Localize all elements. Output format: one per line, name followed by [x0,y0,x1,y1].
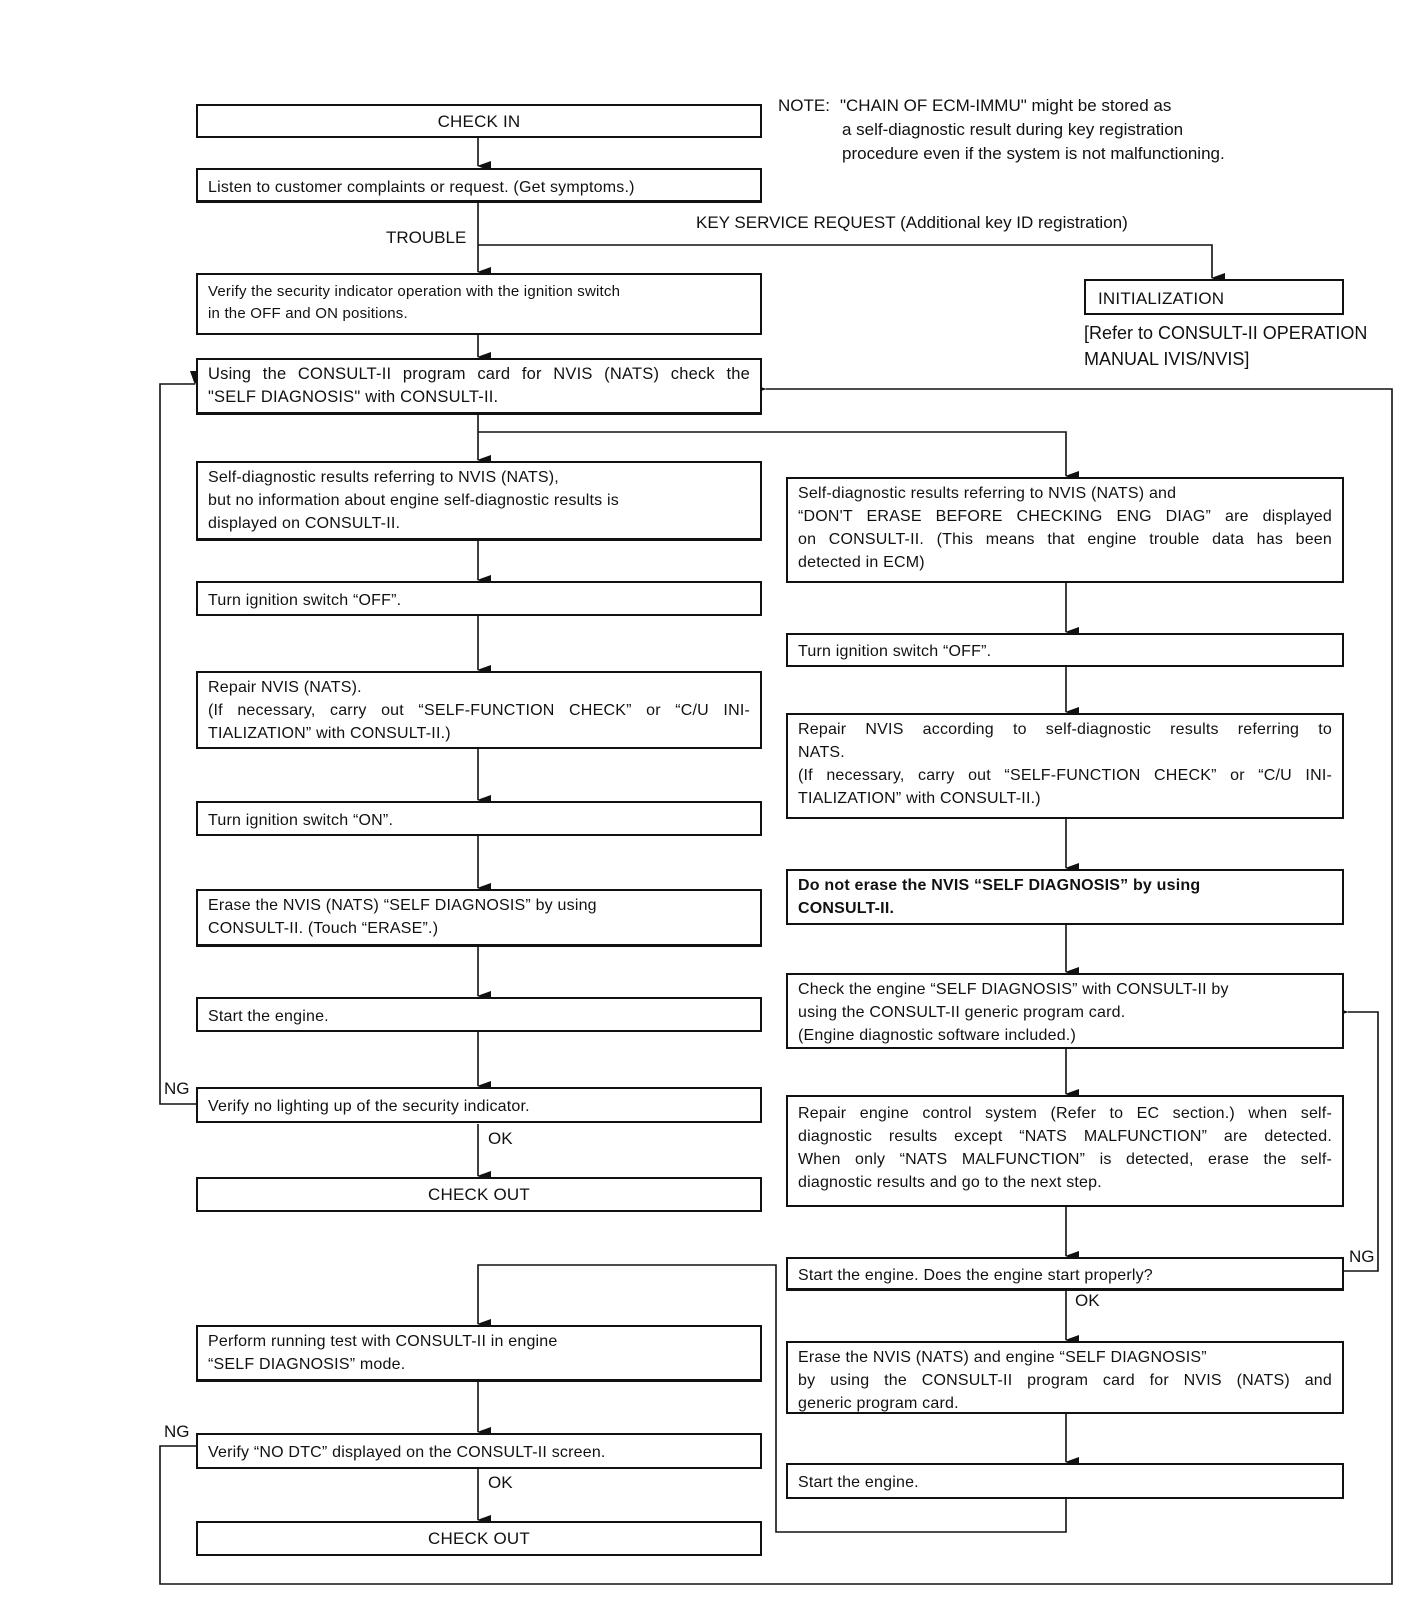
note-line: "CHAIN OF ECM-IMMU" might be stored as [840,96,1172,115]
right-ign-off-box [786,633,1344,667]
box-line: NATS. [798,744,845,761]
running-test-box [196,1325,762,1382]
verify-indicator-box [196,273,762,335]
note-line: a self-diagnostic result during key registration [842,120,1184,139]
box-text: Verify no lighting up of the security indicator. [208,1098,530,1115]
consult-check-box [196,358,762,415]
box-line: CONSULT-II. [798,900,895,917]
check-out-box [196,1177,762,1212]
box-line: Perform running test with CONSULT-II in engine [208,1333,558,1350]
box-line: (Engine diagnostic software included.) [798,1027,1076,1044]
box-text: Turn ignition switch “OFF”. [208,592,402,609]
box-line: Self-diagnostic results referring to NVIS (NATS) and [798,485,1177,502]
box-line: “SELF DIAGNOSIS” mode. [208,1356,406,1373]
ng-label: NG [164,1079,190,1098]
box-text: Start the engine. [798,1474,919,1491]
box-line: Using the CONSULT-II program card for NVIS (NATS) check the [208,365,750,383]
box-line: displayed on CONSULT-II. [208,515,401,532]
ok-label: OK [1075,1291,1100,1310]
box-line: Do not erase the NVIS “SELF DIAGNOSIS” by using [798,877,1201,894]
check-engine-box [786,973,1344,1049]
box-line: in the OFF and ON positions. [208,305,408,322]
check-out-label: CHECK OUT [428,1529,530,1548]
initialization-reference [1084,320,1367,372]
box-line: but no information about engine self-diagnostic results is [208,492,619,509]
verify-no-light-box [196,1087,762,1123]
initialization-title: INITIALIZATION [1098,289,1225,308]
box-line: detected in ECM) [798,554,925,571]
right-repair-box [786,713,1344,819]
repair-engine-box [786,1095,1344,1207]
listen-text: Listen to customer complaints or request. (Get symptoms.) [208,179,635,196]
note-line: procedure even if the system is not malfunctioning. [842,144,1225,163]
box-line: Check the engine “SELF DIAGNOSIS” with CONSULT-II by [798,981,1229,998]
box-line: Repair NVIS (NATS). [208,679,362,696]
left-repair-box [196,671,762,749]
box-line: by using the CONSULT-II program card for NVIS (NATS) and [798,1372,1332,1389]
ok-label: OK [488,1129,513,1148]
left-ign-off-box [196,581,762,616]
box-line: “DON'T ERASE BEFORE CHECKING ENG DIAG” are displayed [798,508,1332,525]
box-text: Turn ignition switch “OFF”. [798,643,992,660]
note-prefix: NOTE: [778,96,830,115]
box-text: Start the engine. Does the engine start properly? [798,1267,1153,1284]
box-line: TIALIZATION” with CONSULT-II.) [798,790,1041,807]
box-line: Self-diagnostic results referring to NVIS (NATS), [208,469,559,486]
box-line: diagnostic results and go to the next step. [798,1174,1102,1191]
box-text: Turn ignition switch “ON”. [208,812,394,829]
box-line: Erase the NVIS (NATS) and engine “SELF DIAGNOSIS” [798,1349,1207,1366]
box-line: diagnostic results except “NATS MALFUNCTION” are detected. [798,1128,1332,1145]
box-line: TIALIZATION” with CONSULT-II.) [208,725,451,742]
box-line: (If necessary, carry out “SELF-FUNCTION CHECK” or “C/U INI- [798,767,1332,784]
trouble-label: TROUBLE [386,228,467,247]
box-line: Repair NVIS according to self-diagnostic results referring to [798,721,1332,738]
check-in-box [196,104,762,138]
ng-label: NG [1349,1247,1375,1266]
box-text: Start the engine. [208,1008,329,1025]
left-erase-box [196,889,762,947]
initialization-ref-line: [Refer to CONSULT-II OPERATION [1084,323,1368,343]
left-ign-on-box [196,801,762,836]
check-out-box [196,1521,762,1556]
box-line: CONSULT-II. (Touch “ERASE”.) [208,920,439,937]
start-properly-box [786,1257,1344,1291]
key-service-label: KEY SERVICE REQUEST (Additional key ID registration) [696,213,1128,232]
initialization-box [1084,279,1344,315]
listen-box [196,168,762,203]
do-not-erase-box [786,869,1344,925]
box-line: (If necessary, carry out “SELF-FUNCTION CHECK” or “C/U INI- [208,702,750,719]
box-line: "SELF DIAGNOSIS" with CONSULT-II. [208,388,499,406]
check-in-label: CHECK IN [437,111,521,131]
erase-both-box [786,1341,1344,1414]
box-line: When only “NATS MALFUNCTION” is detected, erase the self- [798,1151,1332,1168]
initialization-ref-line: MANUAL IVIS/NVIS] [1084,349,1250,369]
right-results-box [786,477,1344,583]
left-start-engine-box [196,997,762,1032]
left-results-box [196,461,762,541]
box-line: generic program card. [798,1395,959,1412]
verify-no-dtc-box [196,1433,762,1469]
ng-label: NG [164,1422,190,1441]
box-line: Erase the NVIS (NATS) “SELF DIAGNOSIS” by using [208,897,597,914]
right-start-engine-box [786,1463,1344,1499]
box-line: Verify the security indicator operation with the ignition switch [208,283,621,300]
box-line: on CONSULT-II. (This means that engine trouble data has been [798,531,1332,548]
box-line: Repair engine control system (Refer to EC section.) when self- [798,1105,1332,1122]
check-out-label: CHECK OUT [428,1185,530,1204]
box-line: using the CONSULT-II generic program card. [798,1004,1126,1021]
ok-label: OK [488,1473,513,1492]
box-text: Verify “NO DTC” displayed on the CONSULT-II screen. [208,1444,606,1461]
